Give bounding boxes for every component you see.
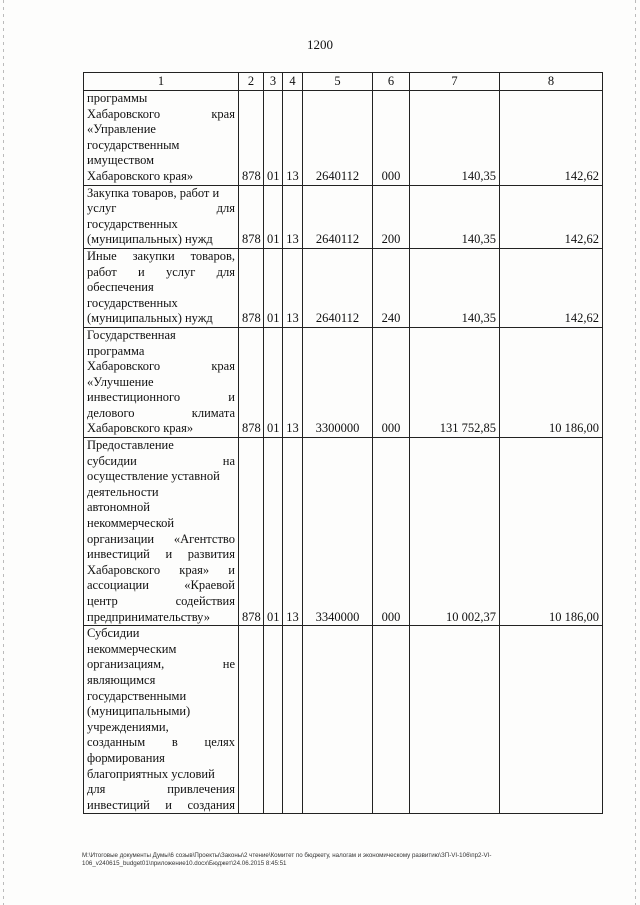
expense-type-cell: 000 bbox=[373, 438, 410, 626]
item-name-cell bbox=[84, 626, 239, 814]
item-name-line: инвестиций и развития bbox=[87, 547, 235, 562]
item-name-line: работ и услуг для bbox=[87, 264, 235, 279]
item-name-line: субсидии на bbox=[87, 453, 235, 468]
file-path-line: 106_v240615_budget01\приложение10.docx\Бюджет\24.06.2015 8:45:51 bbox=[82, 860, 287, 867]
amount-year1-cell bbox=[410, 626, 500, 814]
ministry-code-cell bbox=[239, 626, 264, 814]
column-header: 8 bbox=[500, 73, 603, 91]
section-code-cell: 01 bbox=[264, 185, 283, 248]
target-article-cell: 2640112 bbox=[303, 185, 373, 248]
section-code-cell: 01 bbox=[264, 438, 283, 626]
amount-year2-cell: 10 186,00 bbox=[500, 327, 603, 437]
column-header: 6 bbox=[373, 73, 410, 91]
item-name-line: государственных bbox=[87, 295, 178, 310]
amount-year1-cell: 10 002,37 bbox=[410, 438, 500, 626]
expense-type-cell bbox=[373, 626, 410, 814]
section-code-cell bbox=[264, 626, 283, 814]
amount-year2-cell: 142,62 bbox=[500, 91, 603, 186]
target-article-cell: 2640112 bbox=[303, 248, 373, 327]
column-header: 5 bbox=[303, 73, 373, 91]
subsection-code-cell: 13 bbox=[283, 248, 303, 327]
item-name-line: «Улучшение bbox=[87, 374, 154, 389]
column-header: 3 bbox=[264, 73, 283, 91]
table-row bbox=[84, 626, 603, 814]
file-path-line: M:\Итоговые документы Думы\6 созыв\Проекты\Законы\2 чтение\Комитет по бюджету, налогам и экономическому развитию\ЗП-VI-106\пр2-VI- bbox=[82, 852, 492, 859]
item-name-line: Предоставление bbox=[87, 438, 174, 453]
item-name-line: государственным bbox=[87, 137, 180, 152]
amount-year2-cell: 142,62 bbox=[500, 248, 603, 327]
amount-year1-cell: 140,35 bbox=[410, 248, 500, 327]
item-name-line: Хабаровского края bbox=[87, 106, 235, 121]
item-name-line: инвестиционного и bbox=[87, 390, 235, 405]
column-header: 7 bbox=[410, 73, 500, 91]
expense-type-cell: 000 bbox=[373, 91, 410, 186]
item-name-line: некоммерческой bbox=[87, 516, 175, 531]
item-name-line: делового климата bbox=[87, 405, 235, 420]
item-name-line: Субсидии bbox=[87, 626, 140, 641]
item-name-cell bbox=[84, 248, 239, 327]
item-name-line: созданным в целях bbox=[87, 735, 235, 750]
item-name-line: некоммерческим bbox=[87, 641, 177, 656]
left-edge-mark bbox=[3, 0, 4, 905]
amount-year2-cell bbox=[500, 626, 603, 814]
item-name-line: формирования bbox=[87, 750, 165, 765]
item-name-line: деятельности bbox=[87, 484, 159, 499]
item-name-cell bbox=[84, 91, 239, 186]
item-name-cell bbox=[84, 185, 239, 248]
table-row bbox=[84, 438, 603, 626]
subsection-code-cell: 13 bbox=[283, 327, 303, 437]
item-name-line: Государственная bbox=[87, 327, 176, 342]
amount-year1-cell: 140,35 bbox=[410, 91, 500, 186]
expense-type-cell: 000 bbox=[373, 327, 410, 437]
expense-type-cell: 240 bbox=[373, 248, 410, 327]
item-name-line: имуществом bbox=[87, 153, 155, 168]
item-name-line: (муниципальных) нужд bbox=[87, 232, 213, 247]
item-name-line: (муниципальных) нужд bbox=[87, 311, 213, 326]
table-row bbox=[84, 248, 603, 327]
column-header: 1 bbox=[84, 73, 239, 91]
column-header: 2 bbox=[239, 73, 264, 91]
page-number: 1200 bbox=[307, 37, 333, 52]
item-name-line: Иные закупки товаров, bbox=[87, 248, 235, 263]
table-row bbox=[84, 91, 603, 186]
expense-type-cell: 200 bbox=[373, 185, 410, 248]
table-row bbox=[84, 327, 603, 437]
item-name-line: (муниципальными) bbox=[87, 704, 191, 719]
amount-year1-cell: 131 752,85 bbox=[410, 327, 500, 437]
right-edge-mark bbox=[635, 0, 636, 905]
section-code-cell: 01 bbox=[264, 248, 283, 327]
column-header: 4 bbox=[283, 73, 303, 91]
ministry-code-cell: 878 bbox=[239, 248, 264, 327]
ministry-code-cell: 878 bbox=[239, 327, 264, 437]
item-name-line: Закупка товаров, работ и bbox=[87, 185, 220, 200]
item-name-line: услуг для bbox=[87, 201, 235, 216]
section-code-cell: 01 bbox=[264, 91, 283, 186]
item-name-line: инвестиций и создания bbox=[87, 797, 235, 812]
item-name-line: Хабаровского края» bbox=[87, 421, 194, 436]
item-name-line: «Управление bbox=[87, 122, 156, 137]
item-name-line: программы bbox=[87, 91, 148, 105]
amount-year2-cell: 10 186,00 bbox=[500, 438, 603, 626]
item-name-line: государственных bbox=[87, 216, 178, 231]
target-article-cell bbox=[303, 626, 373, 814]
item-name-line: благоприятных условий bbox=[87, 766, 215, 781]
item-name-line: центр содействия bbox=[87, 594, 235, 608]
amount-year1-cell: 140,35 bbox=[410, 185, 500, 248]
item-name-line: Хабаровского края bbox=[87, 359, 235, 374]
ministry-code-cell: 878 bbox=[239, 438, 264, 626]
item-name-line: государственными bbox=[87, 688, 187, 703]
item-name-line: Хабаровского края» bbox=[87, 168, 194, 183]
ministry-code-cell: 878 bbox=[239, 185, 264, 248]
budget-table bbox=[83, 72, 603, 814]
item-name-line: осуществление уставной bbox=[87, 469, 220, 484]
target-article-cell: 2640112 bbox=[303, 91, 373, 186]
table-row bbox=[84, 185, 603, 248]
item-name-cell bbox=[84, 327, 239, 437]
item-name-line: Хабаровского края» и bbox=[87, 562, 235, 577]
item-name-line: являющимся bbox=[87, 672, 156, 687]
header-row bbox=[84, 73, 603, 91]
amount-year2-cell: 142,62 bbox=[500, 185, 603, 248]
item-name-line: программа bbox=[87, 343, 145, 358]
subsection-code-cell: 13 bbox=[283, 185, 303, 248]
target-article-cell: 3340000 bbox=[303, 438, 373, 626]
item-name-line: обеспечения bbox=[87, 280, 154, 295]
section-code-cell: 01 bbox=[264, 327, 283, 437]
item-name-line: автономной bbox=[87, 500, 150, 515]
item-name-line: предпринимательству» bbox=[87, 609, 210, 624]
item-name-line: организациям, не bbox=[87, 657, 235, 672]
ministry-code-cell: 878 bbox=[239, 91, 264, 186]
item-name-line: организации «Агентство bbox=[87, 531, 235, 546]
subsection-code-cell: 13 bbox=[283, 438, 303, 626]
item-name-line: ассоциации «Краевой bbox=[87, 578, 235, 593]
item-name-line: учреждениями, bbox=[87, 719, 169, 734]
item-name-line: для привлечения bbox=[87, 782, 235, 797]
target-article-cell: 3300000 bbox=[303, 327, 373, 437]
item-name-cell bbox=[84, 438, 239, 626]
file-path-footer bbox=[82, 852, 622, 868]
subsection-code-cell bbox=[283, 626, 303, 814]
subsection-code-cell: 13 bbox=[283, 91, 303, 186]
